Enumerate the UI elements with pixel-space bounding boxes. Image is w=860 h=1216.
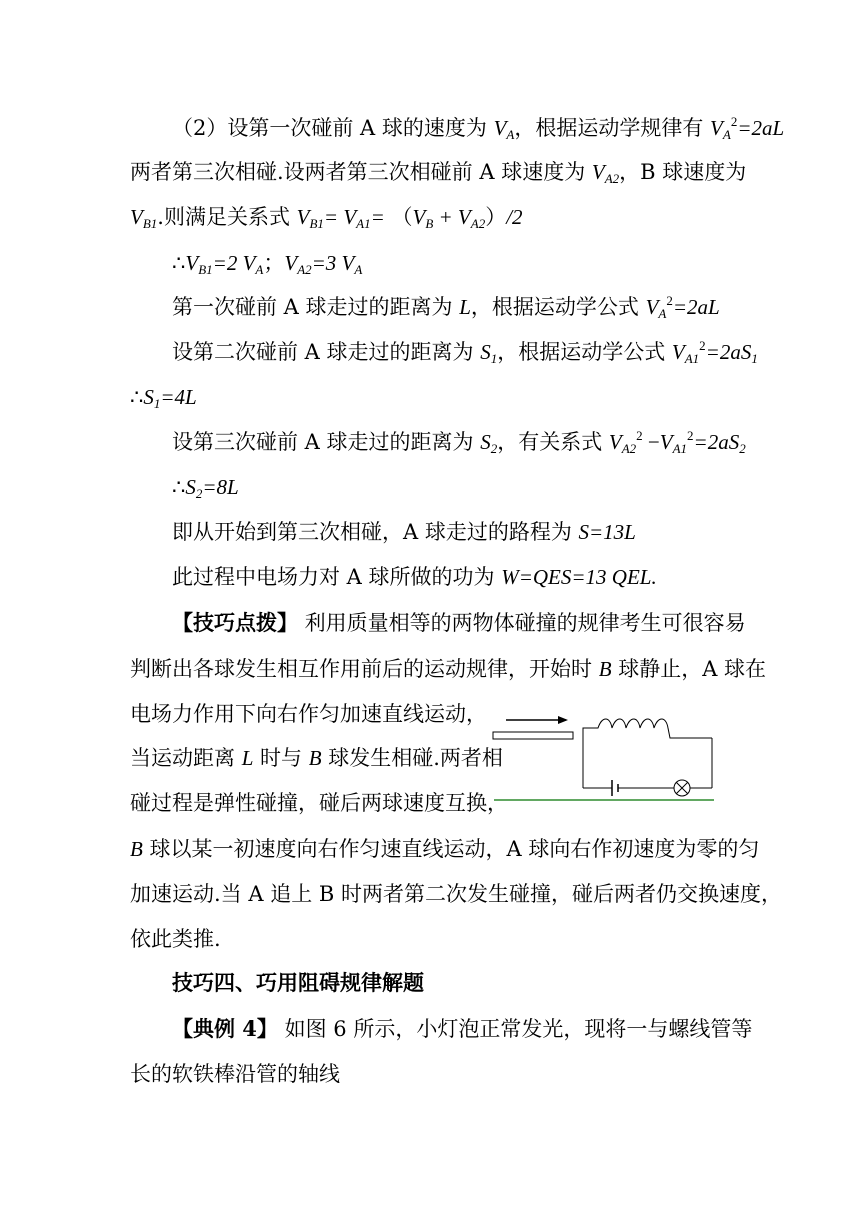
text-line: 【技巧点拨】 利用质量相等的两物体碰撞的规律考生可很容易 — [172, 610, 746, 635]
solenoid-coil — [583, 719, 712, 738]
circuit-diagram — [488, 708, 716, 808]
text-line: 当运动距离 L 时与 B 球发生相碰.两者相 — [130, 746, 503, 770]
text-line: $\therefore S_2=8L$ — [172, 475, 239, 501]
tip-tag: 【技巧点拨】 — [172, 610, 298, 635]
text-line: 加速运动.当 A 追上 B 时两者第二次发生碰撞，碰后两者仍交换速度， — [130, 882, 782, 906]
text-line: 此过程中电场力对 A 球所做的功为 W=QES=13 QEL. — [172, 565, 657, 589]
text-line: 长的软铁棒沿管的轴线 — [130, 1062, 340, 1086]
text-line: $\therefore V_{B1}=2$ $V_A$；$V_{A2}=3$ $V_A$ — [172, 251, 363, 277]
text-line: B 球以某一初速度向右作匀速直线运动，A 球向右作初速度为零的匀 — [130, 837, 760, 861]
soft-iron-rod — [493, 732, 573, 739]
text-line: 电场力作用下向右作匀加速直线运动， — [130, 702, 487, 726]
section-heading: 技巧四、巧用阻碍规律解题 — [172, 970, 424, 995]
text-line: （2）设第一次碰前 A 球的速度为 $V_A$，根据运动学规律有 $V_A^2=2aL$ — [172, 114, 785, 142]
text-line: 设第三次碰前 A 球走过的距离为 $S_2$，有关系式 $V_{A2}^2 -V_{A1}^2=2aS_2$ — [172, 428, 746, 456]
text-line: 判断出各球发生相互作用前后的运动规律，开始时 B 球静止，A 球在 — [130, 657, 767, 681]
text-line: 两者第三次相碰.设两者第三次相碰前 A 球速度为 $V_{A2}$，B 球速度为 — [130, 160, 747, 186]
text-line: 即从开始到第三次相碰，A 球走过的路程为 S=13L — [172, 520, 636, 544]
text-line: 【典例 4】 如图 6 所示，小灯泡正常发光，现将一与螺线管等 — [172, 1016, 753, 1041]
text-line: 依此类推. — [130, 927, 221, 951]
text-line: 设第二次碰前 A 球走过的距离为 $S_1$，根据运动学公式 $V_{A1}^2=2aS_1$ — [172, 338, 758, 366]
example-tag: 【典例 4】 — [172, 1016, 278, 1041]
text-line: 碰过程是弹性碰撞，碰后两球速度互换， — [130, 791, 508, 815]
text-line: $V_{B1}$.则满足关系式 $V_{B1}= V_{A1}= (V_B + V_{A2})/2$ — [130, 205, 523, 231]
text-line: 第一次碰前 A 球走过的距离为 L，根据运动学公式 $V_A^2=2aL$ — [172, 293, 720, 321]
text-line: $\therefore S_1=4L$ — [130, 385, 197, 411]
